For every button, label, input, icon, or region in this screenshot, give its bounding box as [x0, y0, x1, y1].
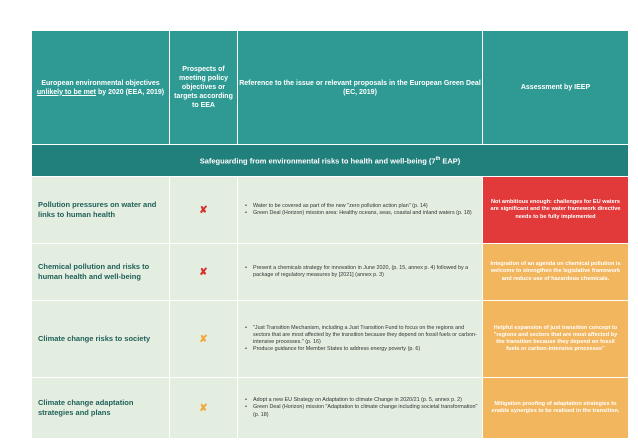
- assessment-cell: Not ambitious enough: challenges for EU waters are significant and the water framework directive needs to be fully implemented: [483, 177, 629, 244]
- objective-label: Climate change adaptation strategies and plans: [32, 378, 170, 439]
- header-reference: Reference to the issue or relevant proposals in the European Green Deal (EC, 2019): [238, 31, 483, 145]
- cross-icon: ✘: [170, 244, 238, 301]
- section-row: [32, 145, 629, 177]
- proposals-cell: [238, 378, 483, 439]
- header-objectives: European environmental objectives unlikely to be met by 2020 (EEA, 2019): [32, 31, 170, 145]
- proposals-cell: [238, 177, 483, 244]
- header-row: [32, 31, 629, 145]
- assessment-table: [31, 30, 629, 439]
- proposal-item: • Green Deal (Horizon) mission area: Healthy oceans, seas, coastal and inland waters (p. 18): [253, 210, 478, 217]
- proposal-item: • Adopt a new EU Strategy on Adaptation to climate Change in 2020/21 (p. 5, annex p. 2): [253, 397, 478, 404]
- proposal-item: • Water to be covered as part of the new "zero pollution action plan" (p. 14): [253, 203, 478, 210]
- proposals-cell: [238, 244, 483, 301]
- assessment-cell: Mitigation proofing of adaptation strategies to enable synergies to be realised in the transition.: [483, 378, 629, 439]
- proposals-cell: [238, 301, 483, 378]
- table-row: [32, 301, 629, 378]
- header-assessment: Assessment by IEEP: [483, 31, 629, 145]
- objective-label: Pollution pressures on water and links to human health: [32, 177, 170, 244]
- header-prospects: Prospects of meeting policy objectives or targets according to EEA: [170, 31, 238, 145]
- table-row: [32, 177, 629, 244]
- proposal-item: • Produce guidance for Member States to address energy poverty (p. 6): [253, 346, 478, 353]
- cross-icon: ✘: [170, 378, 238, 439]
- section-title: Safeguarding from environmental risks to health and well-being (7th EAP): [32, 145, 629, 177]
- table-row: [32, 244, 629, 301]
- proposal-item: • Green Deal (Horizon) mission "Adaptation to climate change including societal transformation" (p. 18): [253, 404, 478, 418]
- table-row: [32, 378, 629, 439]
- proposal-item: • Present a chemicals strategy for innovation in June 2020, (p. 15, annex p. 4) followed by a package of regulatory measures by [2021] (annex p. 3): [253, 265, 478, 279]
- cross-icon: ✘: [170, 301, 238, 378]
- assessment-cell: Integration of an agenda on chemical pollution is welcome to strengthen the legislative framework and reduce use of hazardous chemicals.: [483, 244, 629, 301]
- proposal-item: • "Just Transition Mechanism, including a Just Transition Fund to focus on the regions and sectors that are most affected by the transition because they depend on fossil fuels or carbon-intensive processes." (p. 16): [253, 325, 478, 347]
- assessment-cell: Helpful expansion of just transition concept to "regions and sectors that are most affected by the transition because they depend on fossil fuels or carbon-intensive processes": [483, 301, 629, 378]
- objective-label: Chemical pollution and risks to human health and well-being: [32, 244, 170, 301]
- objective-label: Climate change risks to society: [32, 301, 170, 378]
- cross-icon: ✘: [170, 177, 238, 244]
- header-underlined-text: unlikely to be met: [36, 88, 97, 96]
